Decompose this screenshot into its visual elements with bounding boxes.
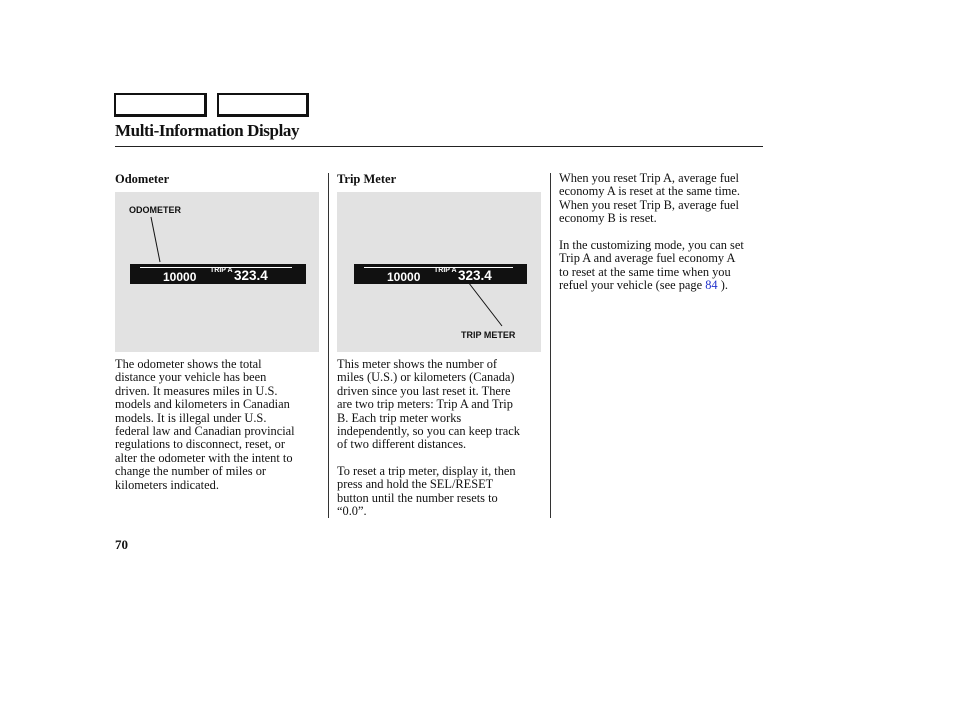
odometer-value: 10000 — [387, 270, 421, 284]
trip-meter-display — [354, 264, 527, 284]
reset-paragraph-2-text: In the customizing mode, you can set Trip A and average fuel economy A to reset at the same time when you refuel your vehicle (see page — [559, 238, 744, 293]
trip-a-label: TRIP A — [210, 267, 233, 274]
title-divider — [115, 146, 763, 147]
reset-paragraph-1: When you reset Trip A, average fuel economy A is reset at the same time. When you reset Trip B, average fuel economy B is reset. — [559, 171, 740, 226]
odometer-value: 10000 — [163, 270, 197, 284]
odometer-paragraph: The odometer shows the total distance your vehicle has been driven. It measures miles in U.S. models and kilometers in Canadian models. It is illegal under U.S. federal law and Canadian provincial regulations to disconnect, reset, or alter the odometer with the intent to change the number of miles or kilometers indicated. — [115, 357, 295, 492]
page-84-link[interactable]: 84 — [705, 278, 718, 293]
trip-meter-heading: Trip Meter — [337, 172, 397, 186]
reset-paragraph-2-end: ). — [717, 278, 728, 293]
reset-paragraph-2 — [559, 239, 767, 293]
odometer-heading: Odometer — [115, 172, 170, 186]
odometer-display — [130, 264, 306, 284]
trip-meter-figure-label: TRIP METER — [461, 330, 516, 340]
nav-tab-previous[interactable] — [114, 93, 207, 117]
trip-meter-paragraph-1: This meter shows the number of miles (U.S.) or kilometers (Canada) driven since you last reset it. There are two trip meters: Trip A and Trip B. Each trip meter works independently, so you can keep track of two different distances. — [337, 357, 520, 452]
odometer-figure — [115, 192, 319, 352]
odometer-figure-label: ODOMETER — [129, 205, 182, 215]
trip-meter-figure — [337, 192, 541, 352]
page-number: 70 — [115, 537, 128, 552]
trip-meter-paragraph-2: To reset a trip meter, display it, then press and hold the SEL/RESET button until the number resets to “0.0”. — [337, 464, 516, 519]
nav-tab-next[interactable] — [217, 93, 309, 117]
trip-a-label: TRIP A — [434, 267, 457, 274]
trip-value: 323.4 — [458, 268, 492, 283]
page-title: Multi-Information Display — [115, 121, 300, 140]
column-divider-2 — [550, 173, 551, 518]
trip-value: 323.4 — [234, 268, 268, 283]
column-divider-1 — [328, 173, 329, 518]
